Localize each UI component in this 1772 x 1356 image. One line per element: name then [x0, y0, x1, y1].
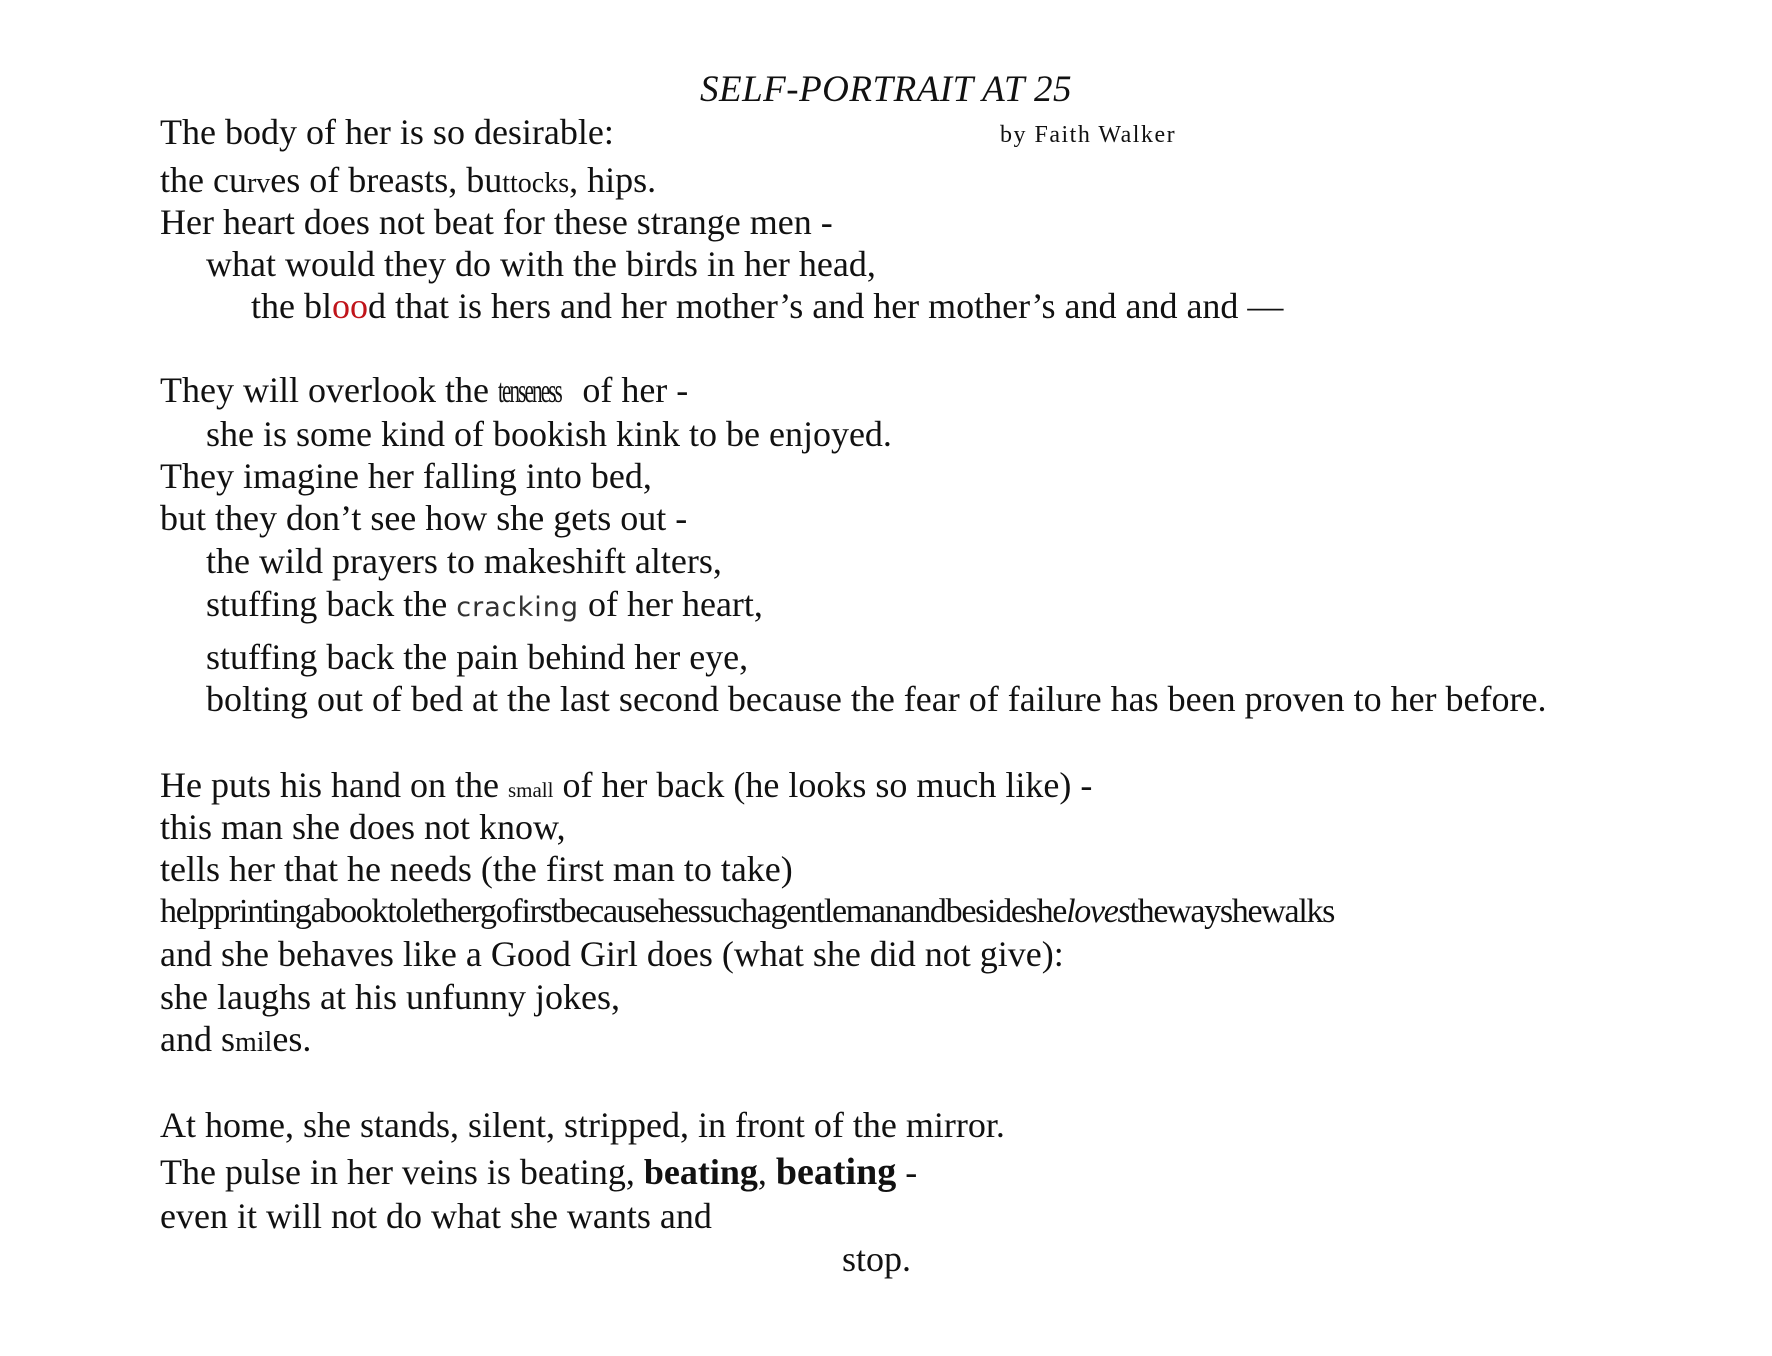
- small-word: small: [507, 778, 554, 802]
- stanza2-line6: [206, 583, 763, 629]
- stanza3-line3: tells her that he needs (the first man to take): [160, 849, 793, 889]
- small-letters: ttocks: [502, 168, 570, 199]
- stanza4-line2: [160, 1151, 917, 1193]
- line-text: The pulse in her veins is beating,: [160, 1152, 644, 1192]
- line-text: He puts his hand on the: [160, 765, 508, 805]
- line-text: es of breasts, bu: [270, 160, 503, 200]
- line-text: of her -: [573, 370, 689, 410]
- line-text: stuffing back the: [206, 584, 457, 624]
- line-text: es.: [272, 1019, 312, 1059]
- stanza1-line5: [251, 285, 1283, 327]
- stanza2-line4: but they don’t see how she gets out -: [160, 498, 688, 538]
- bold-word: beating: [643, 1152, 758, 1192]
- stanza1-line2: [160, 159, 656, 205]
- poem-title: SELF-PORTRAIT AT 25: [699, 69, 1072, 110]
- line-text: ,: [757, 1152, 776, 1192]
- stanza2-line3: They imagine her falling into bed,: [160, 456, 652, 496]
- stanza1-line1: The body of her is so desirable:: [160, 112, 614, 152]
- stanza3-line4: [160, 891, 1334, 933]
- small-letters: rv: [246, 168, 271, 199]
- stanza1-line3: Her heart does not beat for these strange men -: [160, 202, 833, 242]
- compressed-word: tenseness: [497, 373, 561, 410]
- line-text: They will overlook the: [160, 370, 498, 410]
- stanza2-line7: stuffing back the pain behind her eye,: [206, 637, 749, 677]
- stanza3-line5: and she behaves like a Good Girl does (what she did not give):: [160, 934, 1064, 974]
- stanza1-line4: what would they do with the birds in her head,: [206, 244, 876, 284]
- small-letters: mil: [235, 1027, 273, 1058]
- line-text: thewayshewalks: [1129, 893, 1335, 930]
- line-text: the cu: [160, 160, 247, 200]
- line-text: , hips.: [569, 160, 657, 200]
- stanza3-line1: [160, 764, 1092, 811]
- stanza3-line6: she laughs at his unfunny jokes,: [160, 977, 620, 1017]
- sans-word: cracking: [456, 592, 580, 623]
- line-text: d that is hers and her mother’s and her mother’s and and and —: [367, 286, 1284, 326]
- stanza2-line5: the wild prayers to makeshift alters,: [206, 541, 722, 581]
- line-text: -: [896, 1152, 918, 1192]
- stanza3-line7: [160, 1018, 311, 1064]
- stanza4-line3: even it will not do what she wants and: [160, 1196, 712, 1236]
- stanza3-line2: this man she does not know,: [160, 807, 566, 847]
- bold-word: beating: [775, 1151, 897, 1193]
- stanza2-line8: bolting out of bed at the last second because the fear of failure has been proven to her before.: [206, 679, 1547, 719]
- red-letters: oo: [331, 286, 368, 326]
- line-text: of her heart,: [579, 584, 763, 624]
- italic-word: loves: [1066, 893, 1130, 930]
- line-text: of her back (he looks so much like) -: [553, 765, 1093, 805]
- stanza4-line1: At home, she stands, silent, stripped, in front of the mirror.: [160, 1105, 1005, 1145]
- stanza4-line4: stop.: [842, 1239, 912, 1279]
- poem-byline: by Faith Walker: [1000, 122, 1177, 148]
- line-text: the bl: [251, 286, 332, 326]
- stanza2-line2: she is some kind of bookish kink to be enjoyed.: [206, 414, 892, 454]
- stanza2-line1: [160, 369, 688, 413]
- line-text: helpprintingabooktolethergofirstbecausehessuchagentlemanandbesideshe: [160, 893, 1067, 930]
- line-text: and s: [160, 1019, 235, 1059]
